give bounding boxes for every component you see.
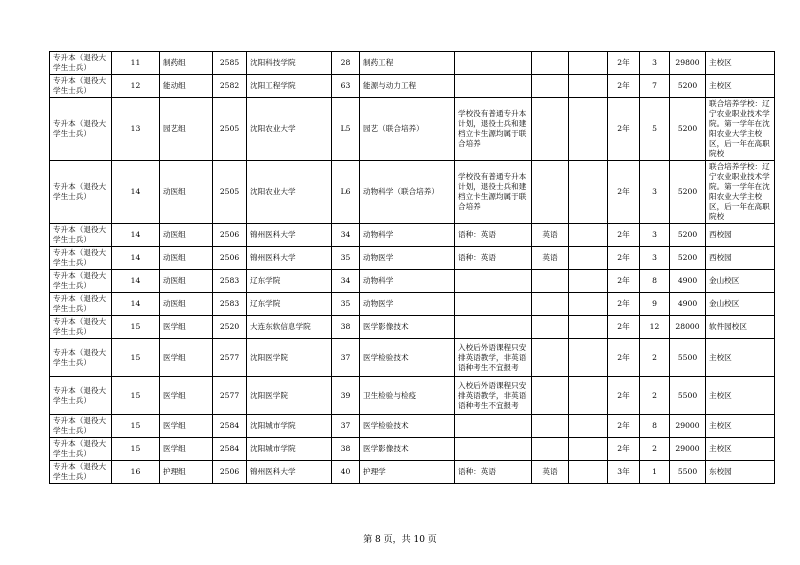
cell-major: 医学检验技术: [360, 415, 455, 438]
cell-lang: [532, 161, 569, 224]
cell-school: 沈阳城市学院: [247, 415, 332, 438]
cell-note: 语种：英语: [455, 247, 532, 270]
cell-group: 动医组: [160, 293, 213, 316]
cell-group-no: 14: [112, 293, 160, 316]
cell-cat: 专升本（退役大学生士兵）: [50, 461, 112, 484]
cell-school: 沈阳工程学院: [247, 75, 332, 98]
cell-group-no: 12: [112, 75, 160, 98]
cell-cat: 专升本（退役大学生士兵）: [50, 415, 112, 438]
cell-fee: 5500: [670, 339, 706, 377]
cell-code: 2506: [213, 224, 247, 247]
cell-school: 大连东软信息学院: [247, 316, 332, 339]
cell-cat: 专升本（退役大学生士兵）: [50, 339, 112, 377]
cell-years: 2年: [608, 98, 640, 161]
cell-lang2: [569, 293, 608, 316]
cell-cat: 专升本（退役大学生士兵）: [50, 438, 112, 461]
cell-plan: 8: [640, 415, 670, 438]
cell-lang: [532, 339, 569, 377]
cell-lang2: [569, 377, 608, 415]
cell-code: 2505: [213, 98, 247, 161]
cell-school: 锦州医科大学: [247, 247, 332, 270]
cell-fee: 29000: [670, 438, 706, 461]
cell-lang2: [569, 52, 608, 75]
cell-major-no: L6: [332, 161, 360, 224]
cell-major: 动物科学: [360, 270, 455, 293]
cell-campus: 主校区: [706, 52, 775, 75]
cell-plan: 3: [640, 52, 670, 75]
cell-plan: 7: [640, 75, 670, 98]
cell-years: 2年: [608, 161, 640, 224]
cell-group-no: 15: [112, 377, 160, 415]
cell-cat: 专升本（退役大学生士兵）: [50, 52, 112, 75]
cell-group-no: 15: [112, 339, 160, 377]
cell-group: 医学组: [160, 438, 213, 461]
cell-campus: 主校区: [706, 75, 775, 98]
cell-group: 医学组: [160, 377, 213, 415]
cell-note: [455, 293, 532, 316]
cell-major-no: L5: [332, 98, 360, 161]
cell-campus: 西校园: [706, 247, 775, 270]
cell-years: 2年: [608, 293, 640, 316]
cell-major: 医学影像技术: [360, 316, 455, 339]
cell-plan: 2: [640, 377, 670, 415]
cell-plan: 3: [640, 247, 670, 270]
cell-cat: 专升本（退役大学生士兵）: [50, 224, 112, 247]
cell-plan: 3: [640, 161, 670, 224]
cell-group-no: 11: [112, 52, 160, 75]
cell-major: 能源与动力工程: [360, 75, 455, 98]
cell-school: 沈阳医学院: [247, 377, 332, 415]
cell-major: 动物科学: [360, 224, 455, 247]
cell-plan: 9: [640, 293, 670, 316]
page-footer: 第 8 页，共 10 页: [363, 535, 437, 545]
cell-years: 2年: [608, 224, 640, 247]
cell-years: 2年: [608, 247, 640, 270]
cell-note: 入校后外语课程只安排英语教学，非英语语种考生不宜报考: [455, 377, 532, 415]
table-row: [50, 377, 775, 415]
cell-group-no: 14: [112, 224, 160, 247]
cell-group-no: 15: [112, 316, 160, 339]
cell-note: [455, 415, 532, 438]
cell-school: 锦州医科大学: [247, 461, 332, 484]
cell-fee: 5200: [670, 98, 706, 161]
cell-years: 2年: [608, 339, 640, 377]
cell-school: 锦州医科大学: [247, 224, 332, 247]
cell-major: 医学检验技术: [360, 339, 455, 377]
admissions-table: [49, 51, 775, 484]
table-row: [50, 161, 775, 224]
cell-group-no: 13: [112, 98, 160, 161]
cell-group-no: 14: [112, 161, 160, 224]
cell-group-no: 14: [112, 247, 160, 270]
cell-lang2: [569, 247, 608, 270]
table-row: [50, 75, 775, 98]
cell-lang2: [569, 75, 608, 98]
cell-fee: 4900: [670, 270, 706, 293]
cell-code: 2584: [213, 438, 247, 461]
cell-campus: 金山校区: [706, 270, 775, 293]
cell-note: 学校没有普通专升本计划，退役士兵和建档立卡生源均属于联合培养: [455, 98, 532, 161]
cell-cat: 专升本（退役大学生士兵）: [50, 247, 112, 270]
cell-note: [455, 438, 532, 461]
cell-group-no: 15: [112, 415, 160, 438]
table-row: [50, 316, 775, 339]
cell-campus: 主校区: [706, 415, 775, 438]
table-row: [50, 247, 775, 270]
table-row: [50, 52, 775, 75]
cell-lang2: [569, 270, 608, 293]
cell-cat: 专升本（退役大学生士兵）: [50, 75, 112, 98]
cell-fee: 5500: [670, 377, 706, 415]
cell-fee: 29000: [670, 415, 706, 438]
cell-major: 动物医学: [360, 247, 455, 270]
cell-campus: 联合培养学校：辽宁农业职业技术学院。第一学年在沈阳农业大学主校区，后一年在高职院校: [706, 161, 775, 224]
table-row: [50, 339, 775, 377]
cell-lang: [532, 98, 569, 161]
cell-code: 2505: [213, 161, 247, 224]
cell-plan: 12: [640, 316, 670, 339]
cell-campus: 主校区: [706, 438, 775, 461]
cell-years: 2年: [608, 377, 640, 415]
table-row: [50, 224, 775, 247]
cell-lang: [532, 415, 569, 438]
cell-lang2: [569, 224, 608, 247]
cell-fee: 5200: [670, 161, 706, 224]
cell-fee: 5200: [670, 224, 706, 247]
cell-lang: [532, 377, 569, 415]
cell-major-no: 63: [332, 75, 360, 98]
cell-group: 动医组: [160, 247, 213, 270]
cell-code: 2582: [213, 75, 247, 98]
cell-plan: 2: [640, 339, 670, 377]
cell-campus: 东校园: [706, 461, 775, 484]
cell-code: 2506: [213, 461, 247, 484]
cell-lang2: [569, 461, 608, 484]
cell-fee: 5500: [670, 461, 706, 484]
cell-years: 2年: [608, 415, 640, 438]
cell-lang2: [569, 161, 608, 224]
cell-school: 辽东学院: [247, 270, 332, 293]
cell-code: 2584: [213, 415, 247, 438]
cell-years: 2年: [608, 316, 640, 339]
cell-group: 动医组: [160, 161, 213, 224]
cell-school: 沈阳农业大学: [247, 161, 332, 224]
cell-code: 2577: [213, 339, 247, 377]
cell-group: 制药组: [160, 52, 213, 75]
cell-note: [455, 75, 532, 98]
cell-campus: 主校区: [706, 339, 775, 377]
cell-fee: 28000: [670, 316, 706, 339]
cell-plan: 8: [640, 270, 670, 293]
cell-note: 语种：英语: [455, 461, 532, 484]
cell-lang: [532, 316, 569, 339]
cell-lang: 英语: [532, 224, 569, 247]
table-row: [50, 293, 775, 316]
cell-years: 2年: [608, 270, 640, 293]
cell-group: 医学组: [160, 316, 213, 339]
cell-major-no: 35: [332, 247, 360, 270]
cell-group-no: 16: [112, 461, 160, 484]
cell-note: 语种：英语: [455, 224, 532, 247]
cell-years: 2年: [608, 52, 640, 75]
cell-fee: 5200: [670, 75, 706, 98]
cell-note: 学校没有普通专升本计划，退役士兵和建档立卡生源均属于联合培养: [455, 161, 532, 224]
cell-major: 制药工程: [360, 52, 455, 75]
cell-cat: 专升本（退役大学生士兵）: [50, 161, 112, 224]
table-row: [50, 438, 775, 461]
cell-code: 2577: [213, 377, 247, 415]
cell-code: 2520: [213, 316, 247, 339]
cell-cat: 专升本（退役大学生士兵）: [50, 316, 112, 339]
cell-group: 护理组: [160, 461, 213, 484]
cell-lang: [532, 52, 569, 75]
cell-major-no: 38: [332, 438, 360, 461]
cell-major-no: 34: [332, 224, 360, 247]
cell-plan: 2: [640, 438, 670, 461]
cell-plan: 3: [640, 224, 670, 247]
cell-major: 护理学: [360, 461, 455, 484]
cell-lang2: [569, 415, 608, 438]
cell-note: [455, 270, 532, 293]
cell-lang: [532, 438, 569, 461]
cell-major-no: 34: [332, 270, 360, 293]
cell-code: 2583: [213, 270, 247, 293]
cell-lang2: [569, 98, 608, 161]
cell-major-no: 40: [332, 461, 360, 484]
cell-group-no: 14: [112, 270, 160, 293]
cell-major-no: 37: [332, 415, 360, 438]
cell-lang: 英语: [532, 247, 569, 270]
cell-lang: [532, 75, 569, 98]
cell-school: 沈阳医学院: [247, 339, 332, 377]
cell-years: 2年: [608, 75, 640, 98]
cell-lang: 英语: [532, 461, 569, 484]
cell-major: 园艺（联合培养）: [360, 98, 455, 161]
cell-major: 动物医学: [360, 293, 455, 316]
cell-school: 沈阳城市学院: [247, 438, 332, 461]
cell-code: 2585: [213, 52, 247, 75]
cell-campus: 西校园: [706, 224, 775, 247]
cell-years: 2年: [608, 438, 640, 461]
cell-group: 医学组: [160, 415, 213, 438]
cell-note: [455, 52, 532, 75]
cell-group: 能动组: [160, 75, 213, 98]
table-row: [50, 461, 775, 484]
cell-code: 2506: [213, 247, 247, 270]
cell-school: 沈阳科技学院: [247, 52, 332, 75]
cell-lang2: [569, 339, 608, 377]
cell-plan: 5: [640, 98, 670, 161]
cell-campus: 软件园校区: [706, 316, 775, 339]
cell-campus: 主校区: [706, 377, 775, 415]
cell-major-no: 28: [332, 52, 360, 75]
cell-fee: 4900: [670, 293, 706, 316]
cell-years: 3年: [608, 461, 640, 484]
cell-group: 医学组: [160, 339, 213, 377]
table-row: [50, 98, 775, 161]
cell-school: 辽东学院: [247, 293, 332, 316]
cell-lang: [532, 270, 569, 293]
cell-major: 动物科学（联合培养）: [360, 161, 455, 224]
cell-major: 医学影像技术: [360, 438, 455, 461]
cell-campus: 联合培养学校：辽宁农业职业技术学院。第一学年在沈阳农业大学主校区，后一年在高职院校: [706, 98, 775, 161]
cell-group: 动医组: [160, 270, 213, 293]
cell-major-no: 37: [332, 339, 360, 377]
cell-fee: 29800: [670, 52, 706, 75]
table-row: [50, 270, 775, 293]
cell-school: 沈阳农业大学: [247, 98, 332, 161]
table-row: [50, 415, 775, 438]
cell-cat: 专升本（退役大学生士兵）: [50, 270, 112, 293]
cell-major-no: 38: [332, 316, 360, 339]
cell-note: 入校后外语课程只安排英语教学，非英语语种考生不宜报考: [455, 339, 532, 377]
cell-group: 动医组: [160, 224, 213, 247]
cell-lang2: [569, 438, 608, 461]
cell-lang2: [569, 316, 608, 339]
cell-major-no: 35: [332, 293, 360, 316]
cell-cat: 专升本（退役大学生士兵）: [50, 377, 112, 415]
cell-code: 2583: [213, 293, 247, 316]
cell-plan: 1: [640, 461, 670, 484]
cell-campus: 金山校区: [706, 293, 775, 316]
cell-group-no: 15: [112, 438, 160, 461]
cell-group: 园艺组: [160, 98, 213, 161]
cell-lang: [532, 293, 569, 316]
cell-cat: 专升本（退役大学生士兵）: [50, 98, 112, 161]
cell-fee: 5200: [670, 247, 706, 270]
cell-major-no: 39: [332, 377, 360, 415]
cell-note: [455, 316, 532, 339]
cell-major: 卫生检验与检疫: [360, 377, 455, 415]
cell-cat: 专升本（退役大学生士兵）: [50, 293, 112, 316]
